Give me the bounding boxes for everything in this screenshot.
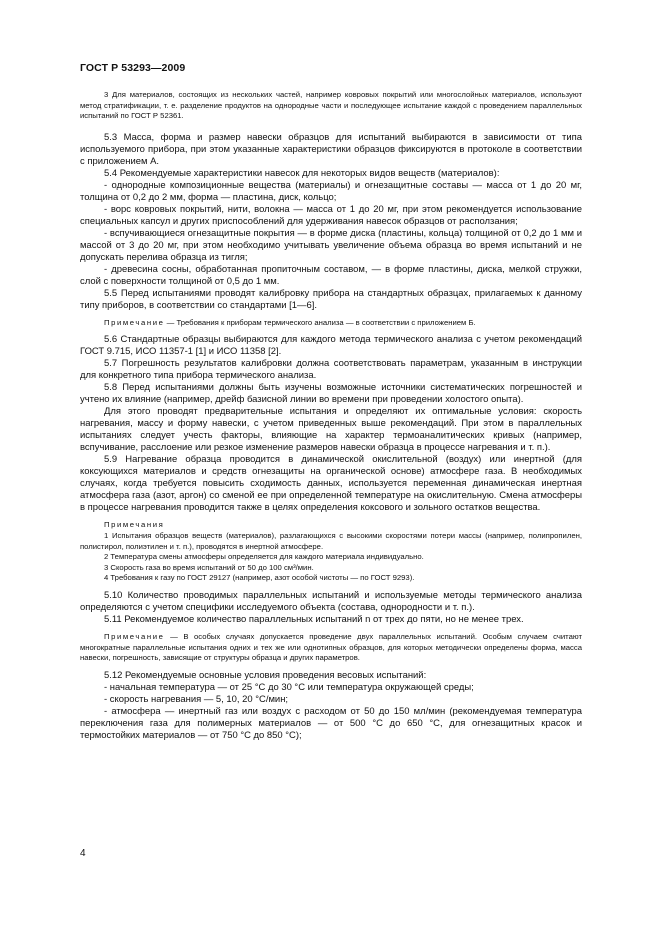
- note-label: Примечание: [104, 631, 165, 641]
- document-body: [80, 90, 582, 742]
- clause-5-10: 5.10 Количество проводимых параллельных испытаний и используемые методы термического анализа определяются с учетом специфики исследуемого объекта (состава, однородности и т. п.).: [80, 589, 582, 613]
- note-parallel-tests: [80, 632, 582, 664]
- standard-header: ГОСТ Р 53293—2009: [80, 62, 186, 74]
- clause-5-12-item-2: - скорость нагревания — 5, 10, 20 °С/мин;: [104, 693, 289, 705]
- clause-5-4-item-2: - ворс ковровых покрытий, нити, волокна — масса от 1 до 20 мг, при этом рекомендуется использование специальных капсул и других приспособлений для удерживания навесок образцов от расползания;: [80, 203, 582, 227]
- clause-5-6: 5.6 Стандартные образцы выбираются для каждого метода термического анализа с учетом рекомендаций ГОСТ 9.715, ИСО 11357-1 [1] и ИСО 11358 [2].: [80, 334, 582, 358]
- note-calibration: [80, 318, 582, 329]
- notes-heading: Примечания: [104, 520, 165, 530]
- clause-5-7: 5.7 Погрешность результатов калибровки должна соответствовать параметрам, указанным в инструкции для конкретного типа прибора термического анализа.: [80, 358, 582, 382]
- clause-5-4-item-3: - вспучивающиеся огнезащитные покрытия — в форме диска (пластины, кольца) толщиной от 0,2 до 1 мм и массой от 3 до 20 мг, при этом необходимо учитывать увеличение объема образца во время испытаний и не допускать перелива образца из тигля;: [80, 227, 582, 263]
- note-item: 4 Требования к газу по ГОСТ 29127 (например, азот особой чистоты — по ГОСТ 9293).: [104, 573, 415, 583]
- clause-5-11: 5.11 Рекомендуемое количество параллельных испытаний n от трех до пяти, но не менее трех.: [104, 613, 524, 625]
- clause-5-8: 5.8 Перед испытаниями должны быть изучены возможные источники систематических погрешностей и учтено их влияние (например, дрейф базисной линии во времени при проведении холостого опыта).: [80, 382, 582, 406]
- clause-5-4-item-4: - древесина сосны, обработанная пропиточным составом, — в форме пластины, диска, мелкой стружки, слой с поверхности толщиной от 0,5 до 1 мм.: [80, 263, 582, 287]
- clause-5-12-item-1: - начальная температура — от 25 °С до 30 °С или температура окружающей среды;: [104, 681, 474, 693]
- clause-5-9: 5.9 Нагревание образца проводится в динамической окислительной (воздух) или инертной (для коксующихся материалов и средств огнезащиты на органической основе) атмосфере газа. В необходимых случаях, когда требуется повысить сходимость данных, используется переменная динамическая инертная атмосфера газа (азот, аргон) со сменой ее при определенной температуре на окислительную. Смена атмосферы в процессе нагревания проводится также в целях определения коксового и зольного остатков вещества.: [80, 454, 582, 514]
- note-label: Примечание: [104, 317, 165, 327]
- clause-5-8-continued: Для этого проводят предварительные испытания и определяют их оптимальные условия: скорость нагревания, массу и форму навески, с учетом приведенных выше рекомендаций. При этом в параллельных испытаниях следует учесть факторы, влияющие на характер термоаналитических кривых (например, вспучивание, расслоение или резкое изменение размеров навески образца в процессе нагревания и т. п.).: [80, 406, 582, 454]
- note-3: 3 Для материалов, состоящих из нескольких частей, например ковровых покрытий или многослойных материалов, используют метод стратификации, т. е. разделение продуктов на однородные части и последующее испытание каждой с проведением параллельных испытаний по ГОСТ Р 52361.: [80, 90, 582, 121]
- note-item: 2 Температура смены атмосферы определяется для каждого материала индивидуально.: [104, 552, 424, 562]
- clause-5-12: 5.12 Рекомендуемые основные условия проведения весовых испытаний:: [104, 669, 427, 681]
- clause-5-4: 5.4 Рекомендуемые характеристики навесок для некоторых видов веществ (материалов):: [104, 167, 500, 179]
- note-item: 1 Испытания образцов веществ (материалов), разлагающихся с высокими скоростями потери массы (например, полипропилен, полистирол, полиэтилен и т. п.), проводятся в инертной атмосфере.: [80, 530, 582, 551]
- note-text: — В особых случаях допускается проведение двух параллельных испытаний. Особым случаем считают многократные параллельные испытания одних и тех же или однотипных образцов, для которых методически определены форма, масса навески, погрешность, зависящие от структуры образца и других параметров.: [80, 631, 582, 663]
- clause-5-4-item-1: - однородные композиционные вещества (материалы) и огнезащитные составы — масса от 1 до 20 мг, толщина от 0,2 до 2 мм, форма — пластина, диск, кольцо;: [80, 179, 582, 203]
- clause-5-3: 5.3 Масса, форма и размер навески образцов для испытаний выбираются в зависимости от типа используемого прибора, при этом указанные характеристики образцов фиксируются в протоколе в соответствии с приложением А.: [80, 131, 582, 167]
- clause-5-5: 5.5 Перед испытаниями проводят калибровку прибора на стандартных образцах, прилагаемых к данному типу приборов, в соответствии со стандартами [1—6].: [80, 287, 582, 311]
- clause-5-12-item-3: - атмосфера — инертный газ или воздух с расходом от 50 до 150 мл/мин (рекомендуемая температура переключения газа для полимерных материалов — от 500 °С до 650 °С, для огнезащитных красок и термостойких материалов — от 750 °С до 850 °С);: [80, 705, 582, 741]
- note-item: 3 Скорость газа во время испытаний от 50 до 100 см³/мин.: [104, 562, 314, 572]
- note-text: — Требования к приборам термического анализа — в соответствии с приложением Б.: [164, 317, 476, 327]
- page-number: 4: [80, 848, 86, 859]
